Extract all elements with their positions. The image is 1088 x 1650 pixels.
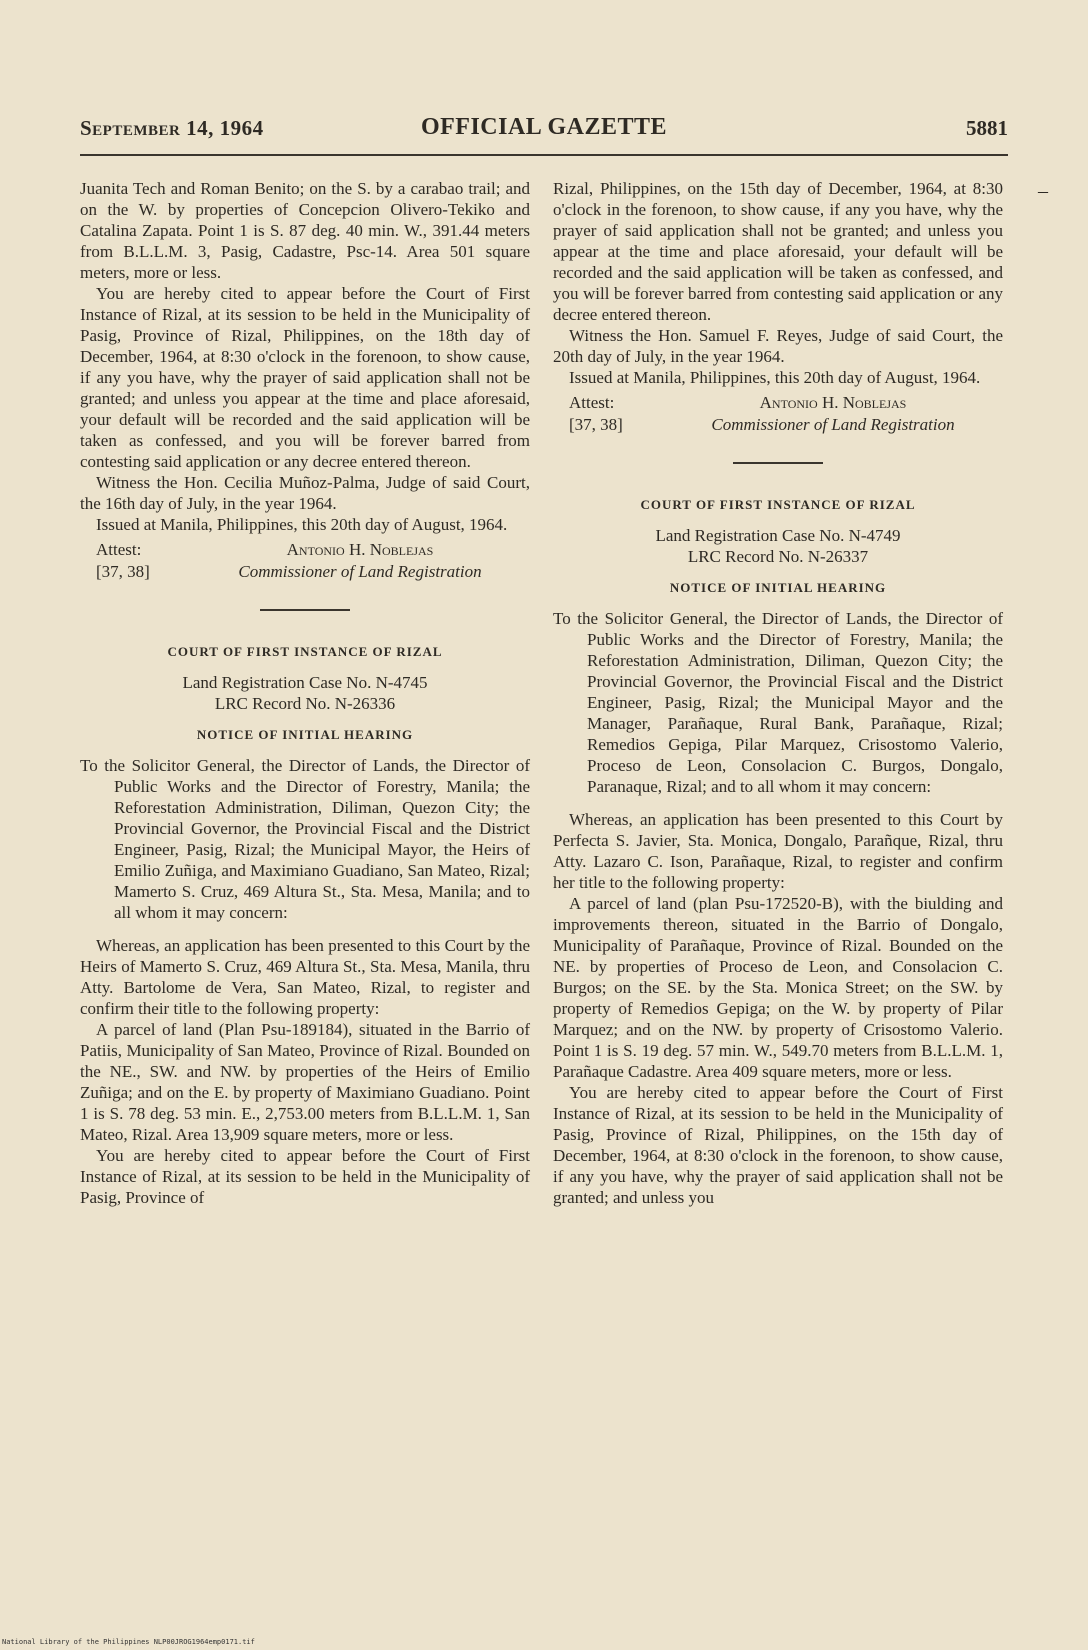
attestation <box>553 392 1003 436</box>
paragraph: A parcel of land (plan Psu-172520-B), with the biulding and improvements thereon, situated in the Barrio of Dongalo, Municipality of Parañaque, Province of Rizal. Bounded on the NE. by properties of Proceso de Leon, and Consolacion C. Burgos; on the SE. by the Sta. Monica Street; on the SW. by property of Remedios Gepiga; on the W. by property of Pilar Marquez; and on the NW. by property of Crisostomo Valerio. Point 1 is S. 19 deg. 57 min. W., 549.70 meters from B.L.L.M. 1, Parañaque Cadastre. Area 409 square meters, more or less. <box>553 894 1003 1081</box>
header-title: OFFICIAL GAZETTE <box>420 114 668 140</box>
paragraph: Witness the Hon. Samuel F. Reyes, Judge of said Court, the 20th day of July, in the year 1964. <box>553 326 1003 366</box>
attest-label: Attest: <box>96 540 142 559</box>
paragraph: You are hereby cited to appear before the Court of First Instance of Rizal, at its session to be held in the Municipality of Pasig, Province of <box>80 1146 530 1207</box>
addressees: To the Solicitor General, the Director of Lands, the Director of Public Works and the Director of Forestry, Manila; the Reforestation Administration, Diliman, Quezon City; the Provincial Governor, the Provincial Fiscal and the District Engineer, Pasig, Rizal; the Municipal Mayor, the Heirs of Emilio Zuñiga, and Maximiano Guadiano, San Mateo, Rizal; Mamerto S. Cruz, 469 Altura St., Sta. Mesa, Manila; and to all whom it may concern: <box>80 756 530 922</box>
notice-heading: NOTICE OF INITIAL HEARING <box>669 580 887 595</box>
paragraph: A parcel of land (Plan Psu-189184), situated in the Barrio of Patiis, Municipality of San Mateo, Province of Rizal. Bounded on the NE., SW. and NW. by properties of the Heirs of Emilio Zuñiga; and on the E. by property of Maximiano Guadiano. Point 1 is S. 78 deg. 53 min. E., 2,753.00 meters from B.L.L.M. 1, San Mateo, Rizal. Area 13,909 square meters, more or less. <box>80 1020 530 1144</box>
right-column <box>553 178 1003 1208</box>
paragraph: Issued at Manila, Philippines, this 20th day of August, 1964. <box>96 515 508 534</box>
attest-ref: [37, 38] <box>96 562 150 581</box>
header-date: September 14, 1964 <box>80 116 264 140</box>
paragraph: Juanita Tech and Roman Benito; on the S. by a carabao trail; and on the W. by properties of Concepcion Olivero-Tekiko and Catalina Zapata. Point 1 is S. 87 deg. 40 min. W., 391.44 meters from B.L.L.M. 3, Pasig, Cadastre, Psc-14. Area 501 square meters, more or less. <box>80 179 530 282</box>
paragraph: Whereas, an application has been presented to this Court by the Heirs of Mamerto S. Cruz, 469 Altura St., Sta. Mesa, Manila, thru Atty. Bartolome de Vera, San Mateo, Rizal, to register and confirm their title to the following property: <box>80 936 530 1018</box>
notice-heading: NOTICE OF INITIAL HEARING <box>196 727 414 742</box>
section-divider <box>733 462 823 464</box>
header-rule <box>80 154 1008 156</box>
addressees: To the Solicitor General, the Director of Lands, the Director of Public Works and the Director of Forestry, Manila; the Reforestation Administration, Diliman, Quezon City; the Provincial Governor, the Provincial Fiscal and the District Engineer, Pasig, Rizal; the Municipal Mayor and the Manager, Parañaque, Rural Bank, Parañaque, Rizal; Remedios Gepiga, Pilar Marquez, Crisostomo Valerio, Proceso de Leon, Consolacion C. Burgos, Dongalo, Paranaque, Rizal; and to all whom it may concern: <box>553 609 1003 796</box>
page-header <box>80 116 1008 150</box>
attest-name: Antonio H. Noblejas <box>759 393 907 412</box>
paragraph: Whereas, an application has been presented to this Court by Perfecta S. Javier, Sta. Monica, Dongalo, Parañque, Rizal, thru Atty. Lazaro C. Ison, Parañaque, Rizal, to register and confirm her title to the following property: <box>553 810 1003 892</box>
paragraph: Witness the Hon. Cecilia Muñoz-Palma, Judge of said Court, the 16th day of July, in the year 1964. <box>80 473 530 513</box>
section-divider <box>260 609 350 611</box>
paragraph: You are hereby cited to appear before the Court of First Instance of Rizal, at its session to be held in the Municipality of Pasig, Province of Rizal, Philippines, on the 15th day of December, 1964, at 8:30 o'clock in the forenoon, to show cause, if any you have, why the prayer of said application shall not be granted; and unless you <box>553 1083 1003 1207</box>
paragraph: You are hereby cited to appear before the Court of First Instance of Rizal, at its session to be held in the Municipality of Pasig, Province of Rizal, Philippines, on the 18th day of December, 1964, at 8:30 o'clock in the forenoon, to show cause, if any you have, why the prayer of said application shall not be granted; and unless you appear at the time and place aforesaid, your default will be recorded and the said application will be taken as confessed, and you will be forever barred from contesting said application or any decree entered thereon. <box>80 284 530 471</box>
attest-name: Antonio H. Noblejas <box>286 540 434 559</box>
margin-mark: – <box>1038 180 1048 202</box>
lrc-record: LRC Record No. N-26337 <box>687 547 869 566</box>
case-number: Land Registration Case No. N-4745 <box>182 673 428 692</box>
attest-label: Attest: <box>569 393 615 412</box>
paragraph: Issued at Manila, Philippines, this 20th day of August, 1964. <box>569 368 981 387</box>
attest-title: Commissioner of Land Registration <box>238 562 482 581</box>
court-heading: COURT OF FIRST INSTANCE OF RIZAL <box>167 644 443 659</box>
paragraph: Rizal, Philippines, on the 15th day of December, 1964, at 8:30 o'clock in the forenoon, to show cause, if any you have, why the prayer of said application shall not be granted; and unless you appear at the time and place aforesaid, your default will be recorded and the said application will be taken as confessed, and you will be forever barred from contesting said application or any decree entered thereon. <box>553 179 1003 324</box>
lrc-record: LRC Record No. N-26336 <box>214 694 396 713</box>
case-number: Land Registration Case No. N-4749 <box>655 526 901 545</box>
court-heading: COURT OF FIRST INSTANCE OF RIZAL <box>640 497 916 512</box>
attest-title: Commissioner of Land Registration <box>711 415 955 434</box>
left-column <box>80 178 530 1208</box>
attest-ref: [37, 38] <box>569 415 623 434</box>
header-page-number: 5881 <box>966 116 1008 140</box>
scan-footer: National Library of the Philippines NLP00JROG1964emp0171.tif <box>2 1638 255 1646</box>
attestation <box>80 539 530 583</box>
